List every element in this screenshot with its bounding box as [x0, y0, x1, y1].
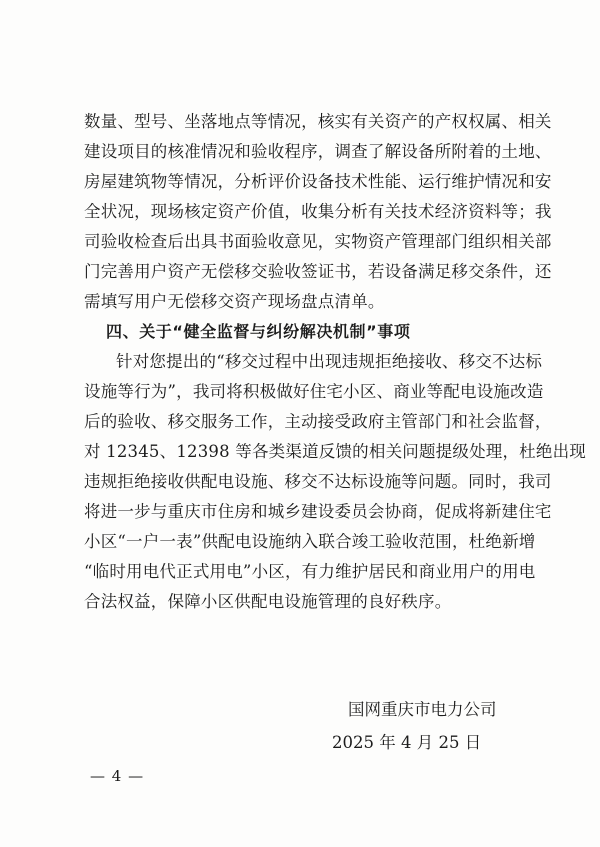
text-line: 需填写用户无偿移交资产现场盘点清单。	[84, 292, 385, 311]
text-line: 合法权益，保障小区供配电设施管理的良好秩序。	[84, 592, 452, 611]
text-line: 小区“一户一表”供配电设施纳入联合竣工验收范围，杜绝新增	[84, 532, 536, 551]
text-line: 建设项目的核准情况和验收程序，调查了解设备所附着的土地、	[84, 142, 552, 161]
signature-organization: 国网重庆市电力公司	[348, 700, 497, 719]
text-line: 房屋建筑物等情况，分析评价设备技术性能、运行维护情况和安	[84, 172, 552, 191]
text-line: 全状况，现场核定资产价值，收集分析有关技术经济资料等；我	[84, 202, 552, 221]
text-line: 针对您提出的“移交过程中出现违规拒绝接收、移交不达标	[116, 352, 543, 371]
text-line: 后的验收、移交服务工作，主动接受政府主管部门和社会监督，	[84, 412, 552, 431]
paragraph-continued	[84, 107, 552, 317]
page-number: — 4 —	[90, 767, 145, 785]
text-line: 违规拒绝接收供配电设施、移交不达标设施等问题。同时，我司	[84, 472, 552, 491]
signature-date: 2025 年 4 月 25 日	[332, 733, 482, 752]
section-heading: 四、关于“健全监督与纠纷解决机制”事项	[106, 322, 411, 341]
text-line: 数量、型号、坐落地点等情况，核实有关资产的产权权属、相关	[84, 112, 552, 131]
text-line: “临时用电代正式用电”小区，有力维护居民和商业用户的用电	[84, 562, 536, 581]
text-line: 对 12345、12398 等各类渠道反馈的相关问题提级处理，杜绝出现	[84, 442, 586, 461]
text-line: 设施等行为”，我司将积极做好住宅小区、商业等配电设施改造	[84, 382, 544, 401]
text-line: 门完善用户资产无偿移交验收签证书，若设备满足移交条件，还	[84, 262, 552, 281]
text-line: 司验收检查后出具书面验收意见，实物资产管理部门组织相关部	[84, 232, 552, 251]
document-body	[84, 107, 586, 617]
text-line: 将进一步与重庆市住房和城乡建设委员会协商，促成将新建住宅	[84, 502, 552, 521]
paragraph-section4	[84, 347, 586, 617]
